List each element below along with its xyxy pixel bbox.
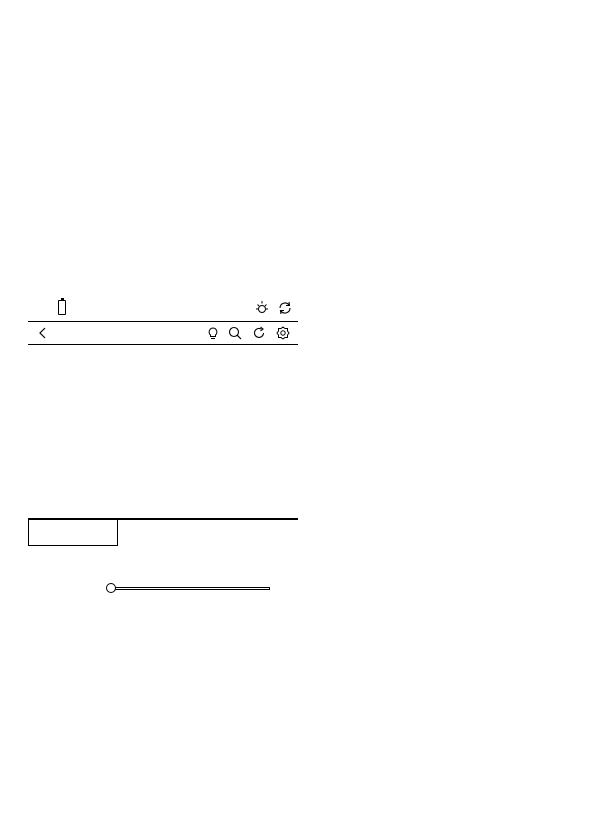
tab-line-spacing[interactable] (208, 520, 298, 546)
chevron-left-icon[interactable] (36, 326, 50, 340)
font-size-slider-track[interactable] (110, 587, 270, 590)
book-text[interactable] (34, 346, 294, 517)
tab-format[interactable] (118, 520, 208, 546)
status-bar (28, 297, 298, 319)
sync-icon[interactable] (277, 300, 293, 316)
gear-icon[interactable] (276, 326, 290, 340)
battery-icon (58, 300, 66, 315)
settings-tabs (28, 520, 298, 546)
font-size-slider-handle[interactable] (106, 583, 116, 593)
tab-view[interactable] (28, 520, 118, 546)
sun-icon[interactable] (254, 300, 270, 316)
reader-toolbar (28, 321, 298, 345)
search-icon[interactable] (228, 326, 242, 340)
lightbulb-icon[interactable] (206, 326, 220, 340)
rotate-icon[interactable] (252, 326, 266, 340)
reader-device (28, 297, 298, 687)
